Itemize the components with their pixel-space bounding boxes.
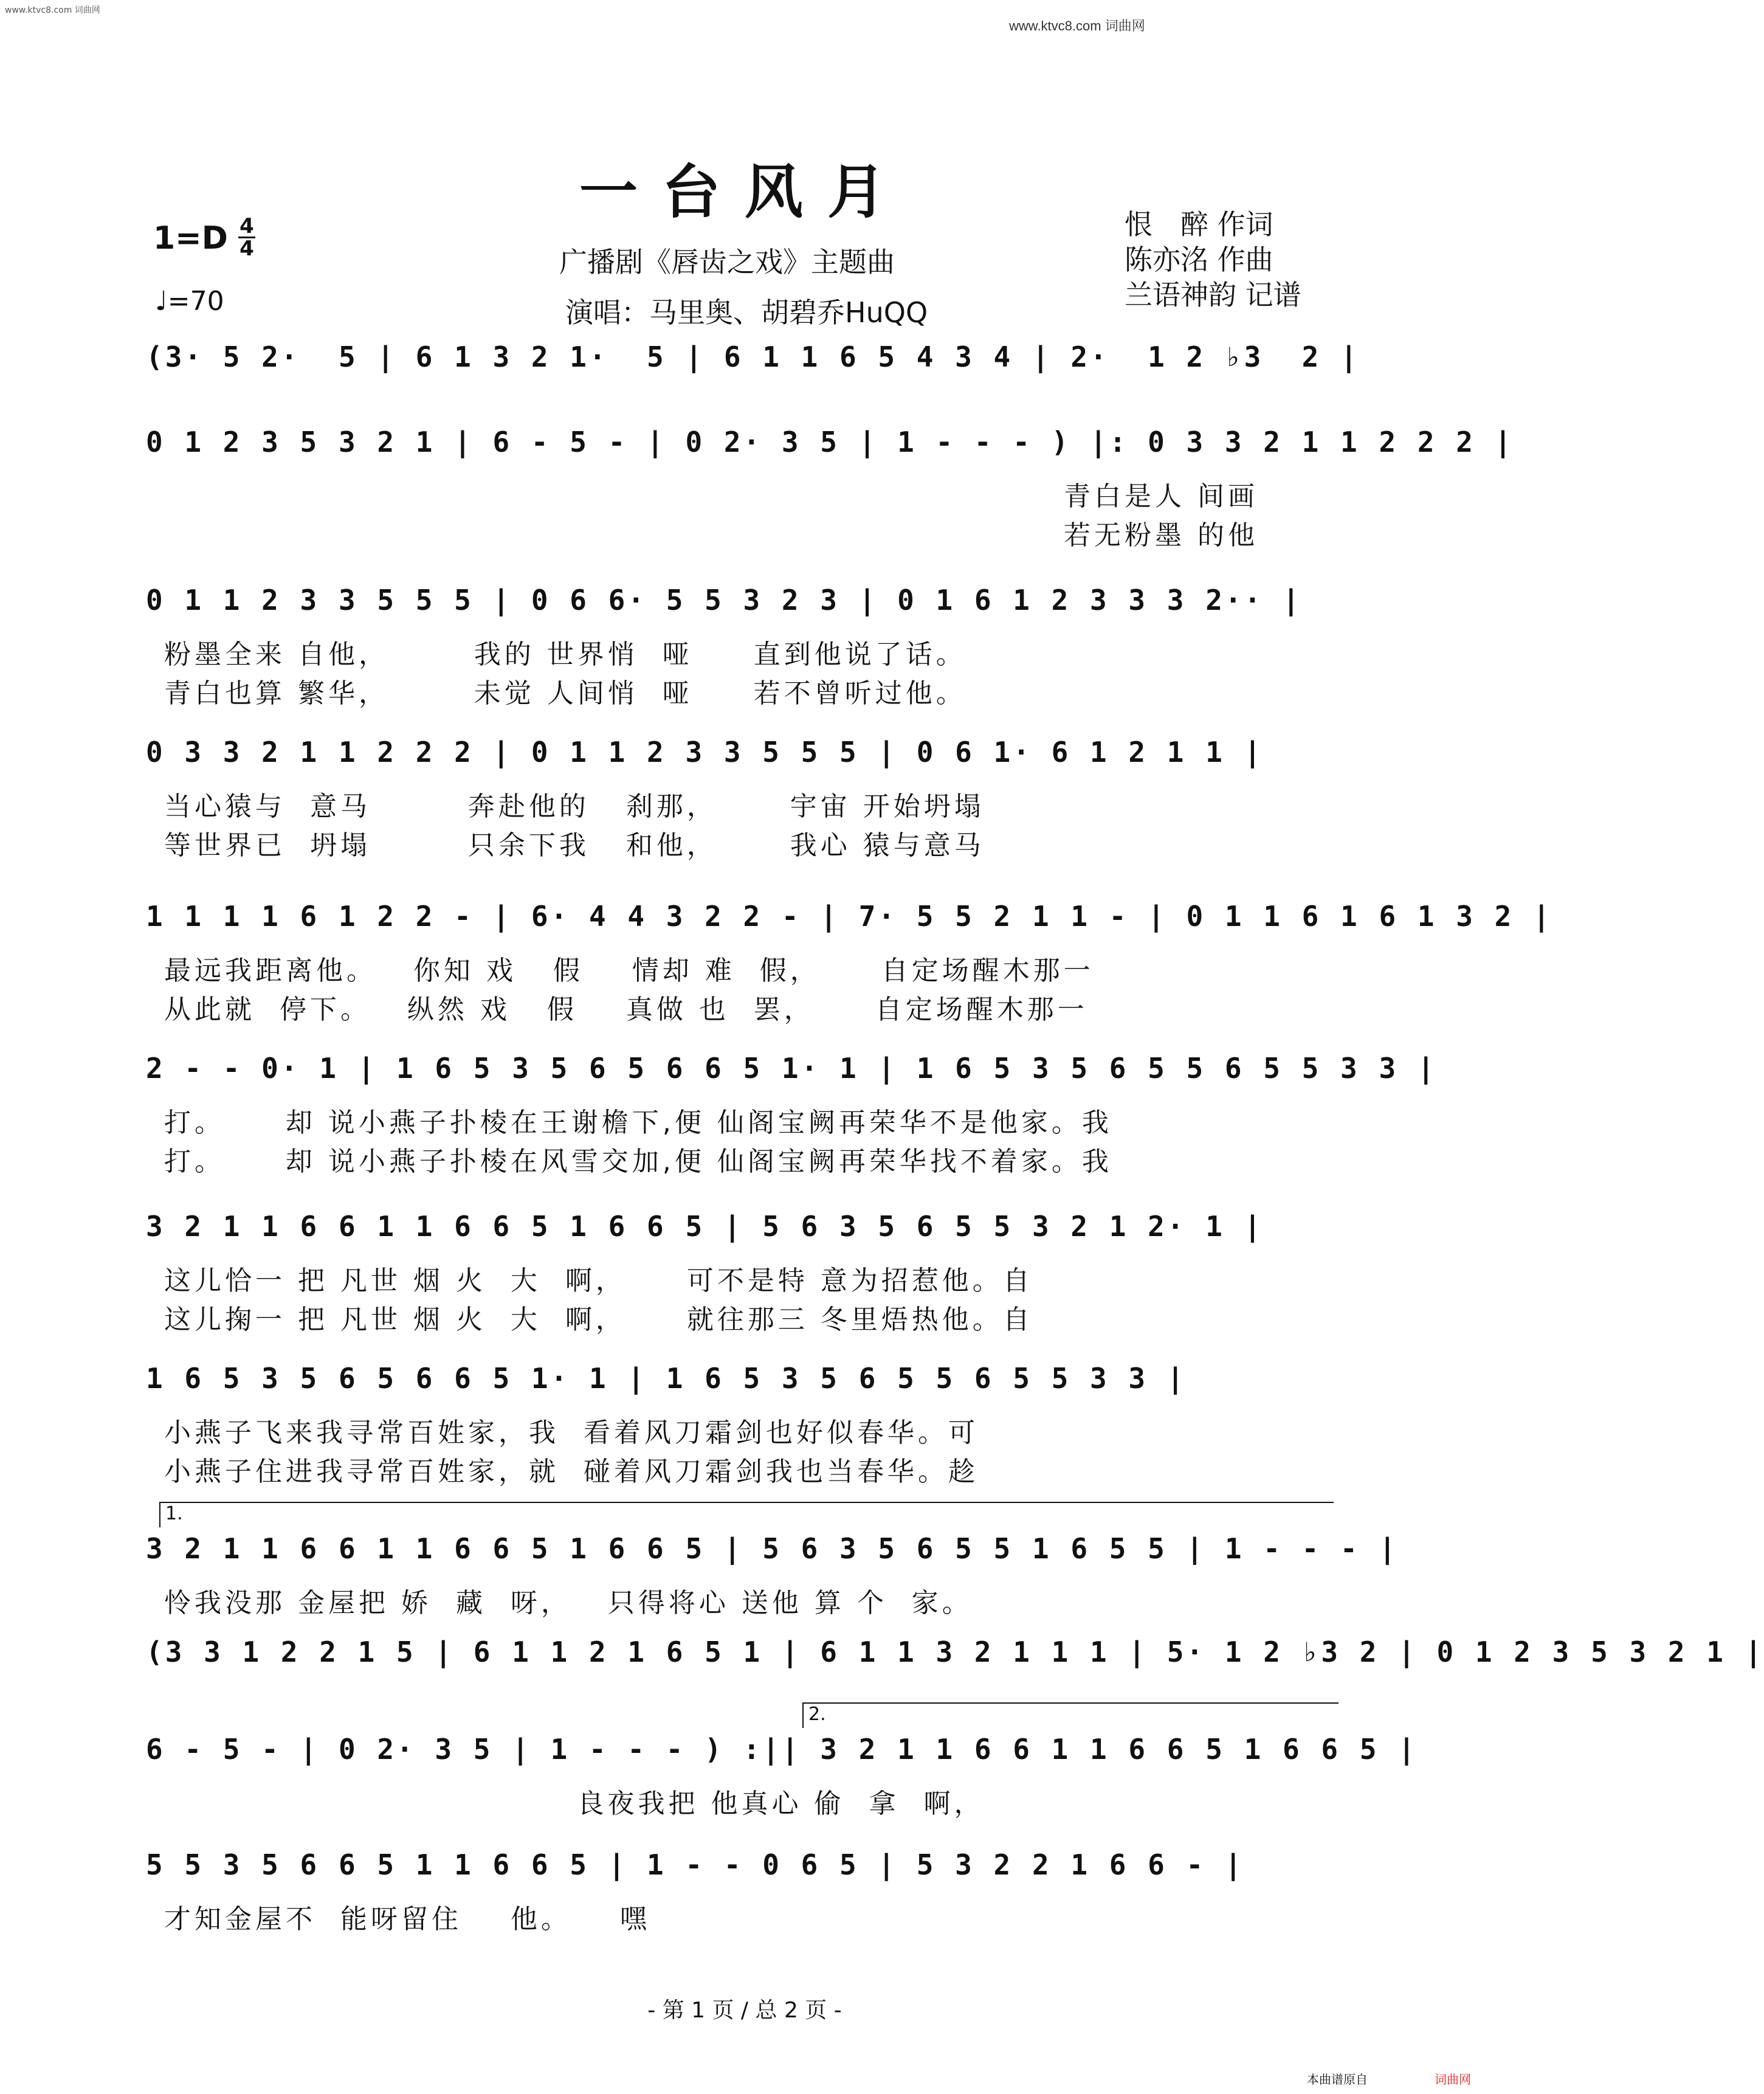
notation-line: (3· 5 2· 5 | 6 1 3 2 1· 5 | 6 1 1 6 5 4 3 4 | 2· 1 2 ♭3 2 | [146,340,1360,373]
lyric-line: 最远我距离他。 你知 戏 假 情却 难 假， 自定场醒木那一 [164,955,1094,986]
lyric-line: 良夜我把 他真心 偷 拿 啊， [164,1788,985,1819]
notation-line: 0 3 3 2 1 1 2 2 2 | 0 1 1 2 3 3 5 5 5 | 0 6 1· 6 1 2 1 1 | [146,736,1264,769]
score-row [146,1848,1343,1935]
score-row [146,1532,1399,1619]
time-signature-top: 4 [239,214,254,238]
notation-line: 2 - - 0· 1 | 1 6 5 3 5 6 5 6 6 5 1· 1 | 1 6 5 3 5 6 5 5 6 5 5 3 3 | [146,1052,1437,1085]
time-signature-bottom: 4 [239,237,254,261]
score-row [146,426,1514,551]
score-row [146,1052,1437,1177]
score-row [146,340,1360,413]
singers-line: 演唱：马里奥、胡碧乔HuQQ [565,296,928,329]
lyric-line: 当心猿与 意马 奔赴他的 刹那， 宇宙 开始坍塌 [164,791,985,822]
notation-line: 0 1 2 3 5 3 2 1 | 6 - 5 - | 0 2· 3 5 | 1 - - - ) |: 0 3 3 2 1 1 2 2 2 | [146,426,1514,458]
lyric-line: 小燕子飞来我寻常百姓家，我 看着风刀霜剑也好似春华。可 [164,1417,979,1448]
lyric-line: 青白也算 繁华， 未觉 人间悄 哑 若不曾听过他。 [164,678,966,709]
volta-label: 2. [808,1704,826,1725]
site-watermark-bottom: 本曲谱原自 [1307,2072,1368,2087]
lyric-line: 青白是人 间画 [1064,481,1258,512]
notation-line: 3 2 1 1 6 6 1 1 6 6 5 1 6 6 5 | 5 6 3 5 6 5 5 3 2 1 2· 1 | [146,1210,1264,1243]
notation-line: 5 5 3 5 6 6 5 1 1 6 6 5 | 1 - - 0 6 5 | 5 3 2 2 1 6 6 - | [146,1848,1244,1881]
tempo-mark: ♩=70 [155,286,224,317]
lyric-line: 才知金屋不 能呀留住 他。 嘿 [164,1904,650,1935]
lyric-line: 若无粉墨 的他 [1064,520,1258,551]
volta-second-ending [802,1702,1339,1728]
score-row [146,1733,1418,1819]
score-row [146,584,1343,709]
credits [1125,207,1301,313]
volta-first-ending [159,1502,1334,1527]
lyric-line: 等世界已 坍塌 只余下我 和他， 我心 猿与意马 [164,830,985,861]
score-row [146,900,1552,1025]
notation-line: 3 2 1 1 6 6 1 1 6 6 5 1 6 6 5 | 5 6 3 5 6 5 5 1 6 5 5 | 1 - - - | [146,1532,1399,1565]
lyric-line: 这儿恰一 把 凡世 烟 火 大 啊， 可不是特 意为招惹他。自 [164,1265,1033,1296]
score-row [146,736,1343,861]
score-row [146,1636,1764,1709]
lyric-line: 从此就 停下。 纵然 戏 假 真做 也 罢， 自定场醒木那一 [164,994,1088,1025]
composer-credit: 陈亦洺 作曲 [1125,243,1273,276]
lyric-line: 打。 却 说小燕子扑棱在王谢檐下,便 仙阁宝阙再荣华不是他家。我 [164,1107,1112,1138]
lyric-line: 小燕子住进我寻常百姓家，就 碰着风刀霜剑我也当春华。趁 [164,1456,979,1487]
notation-line: 6 - 5 - | 0 2· 3 5 | 1 - - - ) :|| 3 2 1 1 6 6 1 1 6 6 5 1 6 6 5 | [146,1733,1418,1766]
notation-line: 0 1 1 2 3 3 5 5 5 | 0 6 6· 5 5 3 2 3 | 0 1 6 1 2 3 3 3 2·· | [146,584,1302,617]
notation-line: (3 3 1 2 2 1 5 | 6 1 1 2 1 6 5 1 | 6 1 1 3 2 1 1 1 | 5· 1 2 ♭3 2 | 0 1 2 3 5 3 2 1 | [146,1636,1764,1668]
volta-label: 1. [165,1503,183,1524]
notation-line: 1 6 5 3 5 6 5 6 6 5 1· 1 | 1 6 5 3 5 6 5 5 6 5 5 3 3 | [146,1362,1187,1395]
lyricist-credit: 恨 醉 作词 [1125,208,1273,241]
notation-line: 1 1 1 1 6 1 2 2 - | 6· 4 4 3 2 2 - | 7· 5 5 2 1 1 - | 0 1 1 6 1 6 1 3 2 | [146,900,1552,933]
site-watermark-topleft: www.ktvc8.com 词曲网 [5,5,100,15]
score-row [146,1362,1343,1487]
lyric-line: 怜我没那 金屋把 娇 藏 呀， 只得将心 送他 算 个 家。 [164,1588,973,1619]
song-title: 一台风月 [579,158,910,226]
site-watermark-bottom-brand: 词曲网 [1435,2072,1471,2087]
page-footer: - 第 1 页 / 总 2 页 - [647,1998,842,2023]
key-signature: 1=D [153,220,228,257]
lyric-line: 打。 却 说小燕子扑棱在风雪交加,便 仙阁宝阙再荣华找不着家。我 [164,1146,1112,1177]
transcriber-credit: 兰语神韵 记谱 [1125,278,1301,311]
score-row [146,1210,1343,1335]
lyric-line: 这儿掬一 把 凡世 烟 火 大 啊， 就往那三 冬里焐热他。自 [164,1304,1033,1335]
time-signature [238,216,255,259]
song-subtitle: 广播剧《唇齿之戏》主题曲 [559,246,895,278]
site-watermark-top: www.ktvc8.com 词曲网 [1009,18,1145,33]
lyric-line: 粉墨全来 自他， 我的 世界悄 哑 直到他说了话。 [164,639,966,670]
